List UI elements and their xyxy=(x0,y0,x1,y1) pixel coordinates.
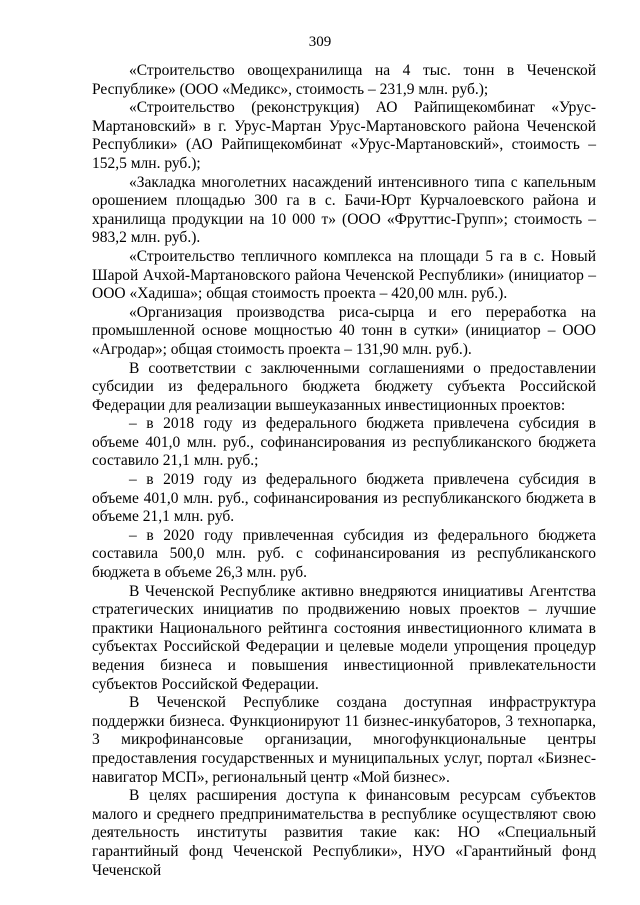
page-number: 309 xyxy=(308,34,332,50)
paragraph: «Закладка многолетних насаждений интенсивного типа с капельным орошением площадью 300 га в с. Бачи-Юрт Курчалоевского района и хранилища продукции на 10 000 т» (ООО «Фруттис-Групп»; стоимость – 983,2 млн. руб.). xyxy=(92,173,596,247)
paragraph: «Строительство овощехранилища на 4 тыс. тонн в Чеченской Республике» (ООО «Медикс», стоимость – 231,9 млн. руб.); xyxy=(92,62,596,98)
paragraph: В целях расширения доступа к финансовым ресурсам субъектов малого и среднего предпринимательства в республике осуществляют свою деятельность институты развития такие как: НО «Специальный гарантийный фонд Чеченской Республики», НУО «Гарантийный фонд Чеченской xyxy=(92,787,596,879)
paragraph: «Строительство тепличного комплекса на площади 5 га в с. Новый Шарой Ачхой-Мартановского района Чеченской Республики» (инициатор – ООО «Хадиша»; общая стоимость проекта – 420,00 млн. руб.). xyxy=(92,247,596,303)
paragraph: – в 2018 году из федерального бюджета привлечена субсидия в объеме 401,0 млн. руб., софинансирования из республиканского бюджета составило 21,1 млн. руб.; xyxy=(92,415,596,470)
paragraph: В Чеченской Республике создана доступная инфраструктура поддержки бизнеса. Функционируют 11 бизнес-инкубаторов, 3 технопарка, 3 микрофинансовые организации, многофункциональные центры предоставления государственных и муниципальных услуг, портал «Бизнес-навигатор МСП», региональный центр «Мой бизнес». xyxy=(92,694,596,786)
paragraph: В Чеченской Республике активно внедряются инициативы Агентства стратегических инициатив по продвижению новых проектов – лучшие практики Национального рейтинга состояния инвестиционного климата в субъектах Российской Федерации и целевые модели упрощения процедур ведения бизнеса и повышения инвестиционной привлекательности субъектов Российской Федерации. xyxy=(92,582,596,693)
paragraph: – в 2019 году из федерального бюджета привлечена субсидия в объеме 401,0 млн. руб., софинансирования из республиканского бюджета в объеме 21,1 млн. руб. xyxy=(92,471,596,526)
document-body xyxy=(92,62,596,880)
paragraph: «Организация производства риса-сырца и его переработка на промышленной основе мощностью 40 тонн в сутки» (инициатор – ООО «Агродар»; общая стоимость проекта – 131,90 млн. руб.). xyxy=(92,303,596,358)
paragraph: – в 2020 году привлеченная субсидия из федерального бюджета составила 500,0 млн. руб. с софинансирования из республиканского бюджета в объеме 26,3 млн. руб. xyxy=(92,526,596,582)
paragraph: В соответствии с заключенными соглашениями о предоставлении субсидии из федерального бюджета бюджету субъекта Российской Федерации для реализации вышеуказанных инвестиционных проектов: xyxy=(92,359,596,414)
paragraph: «Строительство (реконструкция) АО Райпищекомбинат «Урус-Мартановский» в г. Урус-Мартан Урус-Мартановского района Чеченской Республики» (АО Райпищекомбинат «Урус-Мартановский», стоимость – 152,5 млн. руб.); xyxy=(92,99,596,172)
